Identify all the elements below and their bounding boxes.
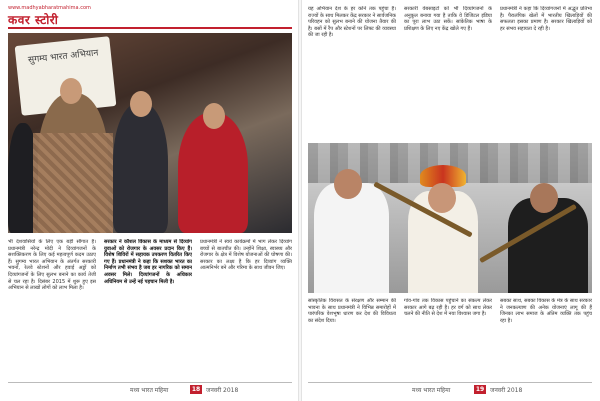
footer-issue-date: जनवरी 2018 <box>206 387 239 394</box>
photo-face-child <box>203 103 225 129</box>
article-column-7 <box>308 298 396 380</box>
footer-right <box>300 385 600 395</box>
page-gutter <box>298 0 302 401</box>
photo-person-left <box>314 183 389 293</box>
article-paragraph: सांस्कृतिक विरासत के संरक्षण और सम्मान की भावना के साथ प्रधानमंत्री ने विभिन्न समारोहों में पारंपरिक वेशभूषा धारण कर देश की विविधता का संदेश दिया। <box>308 298 396 324</box>
article-column-1 <box>8 239 96 379</box>
photo-face-left <box>334 169 362 199</box>
page-number-badge: 18 <box>191 386 201 393</box>
article-paragraph: सरकार ने कौशल विकास के माध्यम से दिव्यांग युवाओं को रोजगार के अवसर प्रदान किए हैं। विशेष शिविरों में सहायक उपकरण वितरित किए गए हैं। प्रधानमंत्री ने कहा कि सशक्त भारत का निर्माण तभी संभव है जब हर नागरिक को समान अवसर मिले। दिव्यांगजनों के अधिकार अधिनियम से उन्हें नई पहचान मिली है। <box>104 239 192 285</box>
article-column-6 <box>500 6 592 138</box>
article-column-2 <box>104 239 192 379</box>
photo-face-pm <box>60 78 82 104</box>
footer-rule <box>308 382 592 383</box>
article-column-8 <box>404 298 492 380</box>
article-column-3 <box>200 239 292 379</box>
photo-shawl <box>33 133 113 233</box>
article-paragraph: सरकारी वेबसाइटों को भी दिव्यांगजनों के अनुकूल बनाया गया है ताकि वे डिजिटल इंडिया का पूरा लाभ उठा सकें। सांकेतिक भाषा के प्रशिक्षण के लिए नए केंद्र खोले गए हैं। <box>404 6 492 32</box>
photo-person-official <box>113 103 168 233</box>
site-url: www.madhyabharatmahima.com <box>8 5 91 11</box>
article-paragraph: भी देशवासियों के लिए एक बड़ी सौगात है। प्रधानमंत्री नरेन्द्र मोदी ने दिव्यांगजनों के सशक्तिकरण के लिए कई महत्वपूर्ण कदम उठाए हैं। सुगम्य भारत अभियान के अंतर्गत सरकारी भवनों, रेलवे स्टेशनों और हवाई अड्डों को दिव्यांगजनों के लिए सुलभ बनाने का कार्य तेजी से चल रहा है। दिसंबर 2015 में शुरू हुए इस अभियान से लाखों लोगों को लाभ मिला है। <box>8 239 96 292</box>
banner-text: सुगम्य भारत अभियान <box>27 48 99 66</box>
article-paragraph: प्रधानमंत्री ने कहा कि दिव्यांगजनों में अद्भुत प्रतिभा है। पैरालंपिक खेलों में भारतीय खिलाड़ियों की सफलता इसका प्रमाण है। सरकार खिलाड़ियों को हर संभव सहायता दे रही है। <box>500 6 592 32</box>
footer-rule <box>8 382 292 383</box>
article-column-9 <box>500 298 592 380</box>
article-column-5 <box>404 6 492 138</box>
article-column-4 <box>308 6 396 138</box>
page-number-badge: 19 <box>475 386 485 393</box>
right-page <box>300 0 600 401</box>
photo-face-official <box>130 91 152 117</box>
footer-issue-date: जनवरी 2018 <box>490 387 523 394</box>
photo-pm-with-child <box>8 33 292 233</box>
photo-pm-sword-ceremony <box>308 143 592 293</box>
article-paragraph: सबका साथ, सबका विकास के मंत्र के साथ सरकार ने जनकल्याण की अनेक योजनाएं लागू की हैं जिनका लाभ समाज के अंतिम व्यक्ति तक पहुंच रहा है। <box>500 298 592 324</box>
article-paragraph: प्रधानमंत्री ने स्वयं कार्यक्रमों में भाग लेकर दिव्यांग बच्चों से बातचीत की। उन्होंने शिक्षा, स्वास्थ्य और रोजगार के क्षेत्र में विशेष योजनाओं की घोषणा की। सरकार का लक्ष्य है कि हर दिव्यांग व्यक्ति आत्मनिर्भर बने और गरिमा के साथ जीवन जिए। <box>200 239 292 272</box>
photo-face-right <box>530 183 558 213</box>
footer-left <box>0 385 300 395</box>
article-paragraph: गांव-गांव तक विकास पहुंचाने का संकल्प लेकर सरकार आगे बढ़ रही है। हर वर्ग को साथ लेकर चलने की नीति से देश में नया विश्वास जगा है। <box>404 298 492 318</box>
footer-magazine-name: मध्य भारत महिमा <box>412 387 451 394</box>
section-title-rule <box>8 27 292 29</box>
article-paragraph: यह अभियान देश के हर कोने तक पहुंचा है। राज्यों के साथ मिलकर केंद्र सरकार ने सार्वजनिक परिवहन को सुलभ बनाने की योजना तैयार की है। बसों में रैंप और स्टेशनों पर लिफ्ट की व्यवस्था की जा रही है। <box>308 6 396 39</box>
photo-face-pm <box>428 183 456 213</box>
footer-magazine-name: मध्य भारत महिमा <box>130 387 169 394</box>
section-title: कवर स्टोरी <box>8 13 59 27</box>
photo-person-child <box>178 113 248 233</box>
